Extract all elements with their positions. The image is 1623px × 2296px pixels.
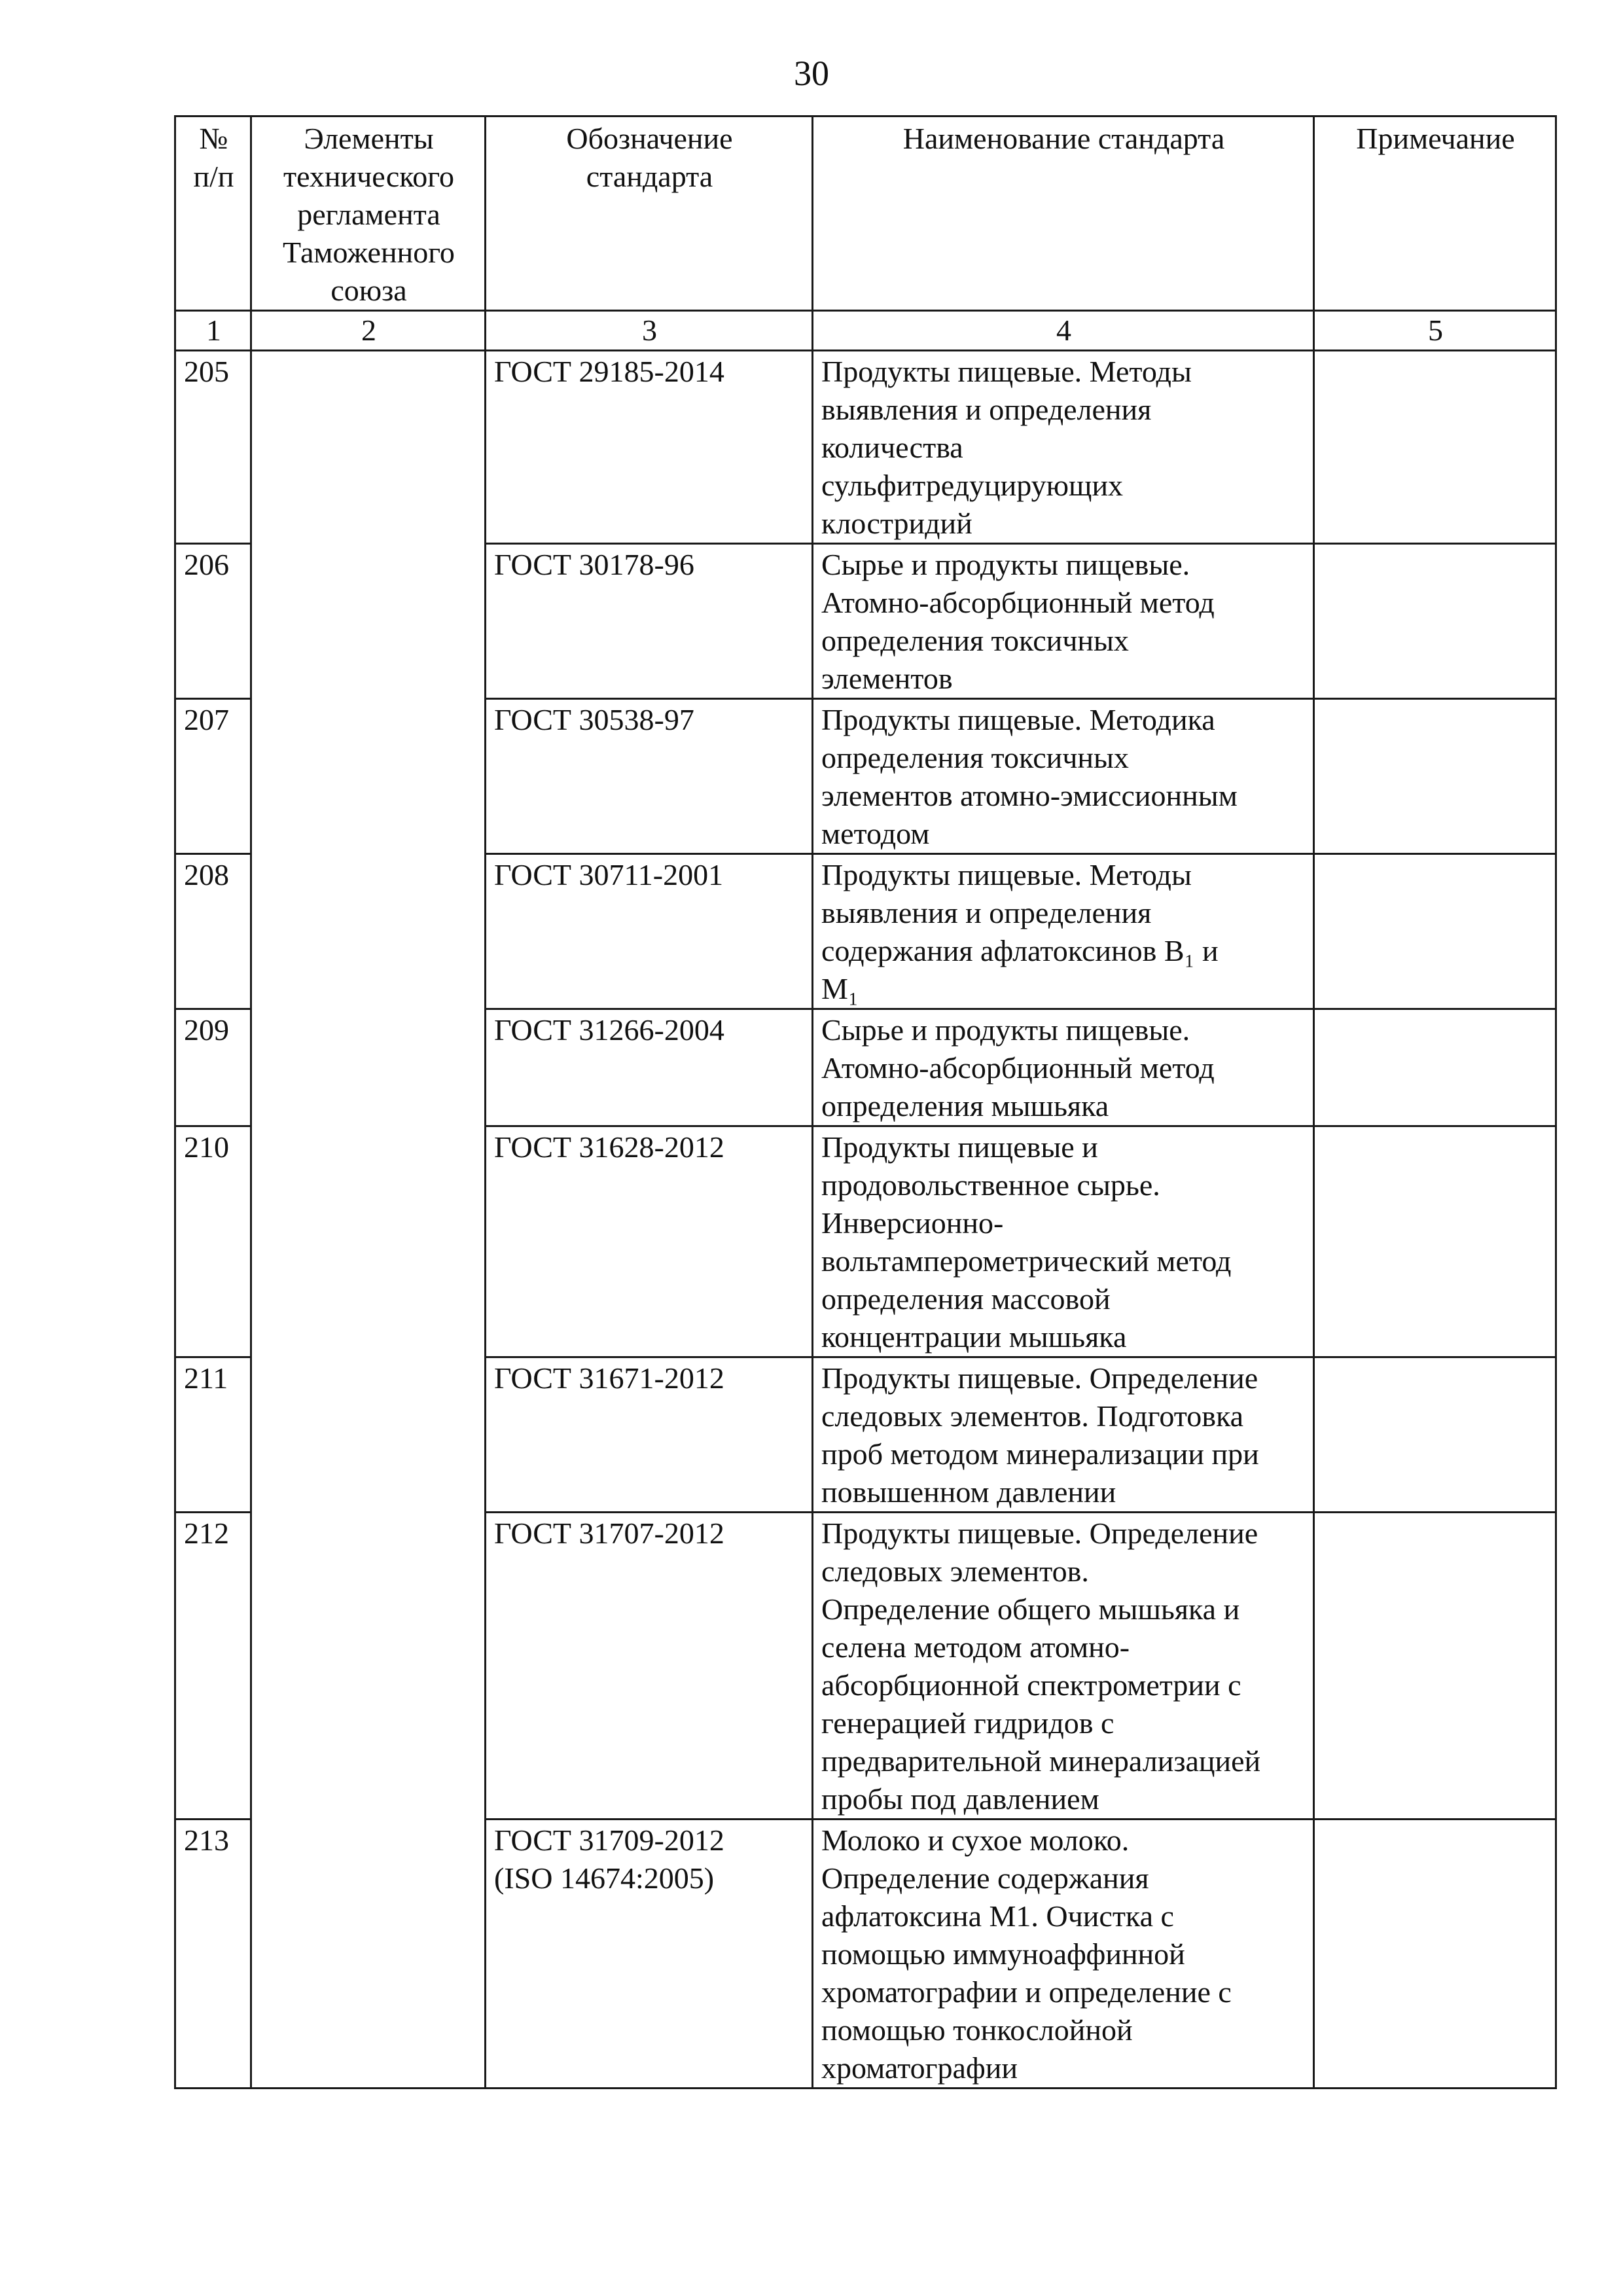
name-line: Определение содержания — [821, 1861, 1149, 1895]
name-line: клостридий — [821, 507, 972, 540]
standard-name — [813, 1513, 1314, 1820]
name-line: Атомно-абсорбционный метод — [821, 586, 1215, 619]
name-line: Сырье и продукты пищевые. — [821, 1013, 1190, 1047]
standard-designation — [486, 1009, 813, 1126]
name-line: Продукты пищевые. Определение — [821, 1516, 1258, 1550]
name-line: определения токсичных — [821, 741, 1129, 774]
table-body — [175, 311, 1556, 2089]
designation-line: ГОСТ 30538-97 — [494, 703, 694, 736]
header-elements — [251, 117, 486, 311]
table-header-row — [175, 117, 1556, 311]
standard-name — [813, 699, 1314, 854]
name-line: элементов атомно-эмиссионным — [821, 779, 1238, 812]
column-number: 4 — [813, 311, 1314, 351]
note-cell — [1314, 1009, 1556, 1126]
row-number: 210 — [175, 1126, 251, 1357]
note-cell — [1314, 699, 1556, 854]
header-line: Примечание — [1356, 122, 1515, 155]
standard-designation — [486, 854, 813, 1009]
standard-designation — [486, 1126, 813, 1357]
name-line: Продукты пищевые. Определение — [821, 1361, 1258, 1395]
name-line: Продукты пищевые и — [821, 1130, 1098, 1164]
header-line: технического — [283, 160, 454, 193]
elements-cell — [251, 351, 486, 2089]
header-num — [175, 117, 251, 311]
name-line: пробы под давлением — [821, 1782, 1099, 1816]
standard-name — [813, 351, 1314, 544]
header-line: стандарта — [586, 160, 713, 193]
column-number: 3 — [486, 311, 813, 351]
designation-line: ГОСТ 31671-2012 — [494, 1361, 724, 1395]
name-line: определения токсичных — [821, 624, 1129, 657]
standard-name — [813, 854, 1314, 1009]
designation-line: ГОСТ 31628-2012 — [494, 1130, 724, 1164]
page-number: 30 — [794, 54, 829, 93]
note-cell — [1314, 854, 1556, 1009]
header-line: регламента — [297, 198, 440, 231]
name-line: M₁ — [821, 972, 859, 1005]
note-cell — [1314, 1513, 1556, 1820]
standard-name — [813, 1357, 1314, 1513]
name-line: сульфитредуцирующих — [821, 469, 1124, 502]
name-line: выявления и определения — [821, 393, 1152, 426]
name-line: хроматографии и определение с — [821, 1975, 1232, 2009]
row-number: 209 — [175, 1009, 251, 1126]
note-cell — [1314, 351, 1556, 544]
name-line: помощью иммуноаффинной — [821, 1937, 1185, 1971]
name-line: селена методом атомно- — [821, 1630, 1130, 1664]
note-cell — [1314, 1357, 1556, 1513]
row-number: 206 — [175, 544, 251, 699]
name-line: хроматографии — [821, 2051, 1018, 2085]
standard-designation — [486, 1513, 813, 1820]
standard-designation — [486, 1820, 813, 2089]
header-line: Таможенного — [283, 236, 455, 269]
row-number: 211 — [175, 1357, 251, 1513]
name-line: Атомно-абсорбционный метод — [821, 1051, 1215, 1085]
designation-line: ГОСТ 31709-2012 — [494, 1823, 724, 1857]
name-line: Сырье и продукты пищевые. — [821, 548, 1190, 581]
standard-name — [813, 1126, 1314, 1357]
header-line: Наименование стандарта — [902, 122, 1225, 155]
header-line: союза — [330, 274, 407, 307]
row-number: 207 — [175, 699, 251, 854]
name-line: Определение общего мышьяка и — [821, 1592, 1240, 1626]
standard-designation — [486, 544, 813, 699]
name-line: следовых элементов. Подготовка — [821, 1399, 1244, 1433]
name-line: афлатоксина M1. Очистка с — [821, 1899, 1174, 1933]
name-line: количества — [821, 431, 963, 464]
designation-line: ГОСТ 30178-96 — [494, 548, 694, 581]
name-line: методом — [821, 817, 930, 850]
standard-name — [813, 1820, 1314, 2089]
header-name — [813, 117, 1314, 311]
note-cell — [1314, 1820, 1556, 2089]
standard-designation — [486, 1357, 813, 1513]
designation-line: ГОСТ 30711-2001 — [494, 858, 724, 891]
name-line: выявления и определения — [821, 896, 1152, 929]
header-line: п/п — [193, 160, 234, 193]
name-line: вольтамперометрический метод — [821, 1244, 1232, 1278]
name-line: повышенном давлении — [821, 1475, 1116, 1509]
row-number: 205 — [175, 351, 251, 544]
name-line: проб методом минерализации при — [821, 1437, 1259, 1471]
column-number: 5 — [1314, 311, 1556, 351]
column-numbers-row — [175, 311, 1556, 351]
name-line: определения мышьяка — [821, 1089, 1109, 1122]
name-line: элементов — [821, 662, 953, 695]
name-line: помощью тонкослойной — [821, 2013, 1133, 2047]
header-line: Обозначение — [566, 122, 733, 155]
name-line: Инверсионно- — [821, 1206, 1004, 1240]
row-number: 208 — [175, 854, 251, 1009]
note-cell — [1314, 544, 1556, 699]
row-number: 212 — [175, 1513, 251, 1820]
name-line: Продукты пищевые. Методы — [821, 355, 1192, 388]
column-number: 1 — [175, 311, 251, 351]
standard-designation — [486, 699, 813, 854]
name-line: предварительной минерализацией — [821, 1744, 1261, 1778]
name-line: Молоко и сухое молоко. — [821, 1823, 1130, 1857]
header-designation — [486, 117, 813, 311]
note-cell — [1314, 1126, 1556, 1357]
name-line: следовых элементов. — [821, 1554, 1089, 1588]
column-number: 2 — [251, 311, 486, 351]
standard-name — [813, 544, 1314, 699]
designation-line: ГОСТ 29185-2014 — [494, 355, 724, 388]
designation-line: ГОСТ 31707-2012 — [494, 1516, 724, 1550]
standards-table — [174, 115, 1557, 2089]
table-row — [175, 351, 1556, 544]
standard-designation — [486, 351, 813, 544]
name-line: Продукты пищевые. Методы — [821, 858, 1192, 891]
name-line: Продукты пищевые. Методика — [821, 703, 1215, 736]
name-line: абсорбционной спектрометрии с — [821, 1668, 1241, 1702]
name-line: определения массовой — [821, 1282, 1111, 1316]
name-line: продовольственное сырье. — [821, 1168, 1160, 1202]
name-line: содержания афлатоксинов B₁ и — [821, 934, 1219, 967]
name-line: концентрации мышьяка — [821, 1320, 1127, 1354]
header-line: Элементы — [304, 122, 434, 155]
designation-line: (ISO 14674:2005) — [494, 1861, 715, 1895]
row-number: 213 — [175, 1820, 251, 2089]
standard-name — [813, 1009, 1314, 1126]
designation-line: ГОСТ 31266-2004 — [494, 1013, 724, 1047]
header-line: № — [199, 122, 228, 155]
name-line: генерацией гидридов с — [821, 1706, 1115, 1740]
header-note — [1314, 117, 1556, 311]
